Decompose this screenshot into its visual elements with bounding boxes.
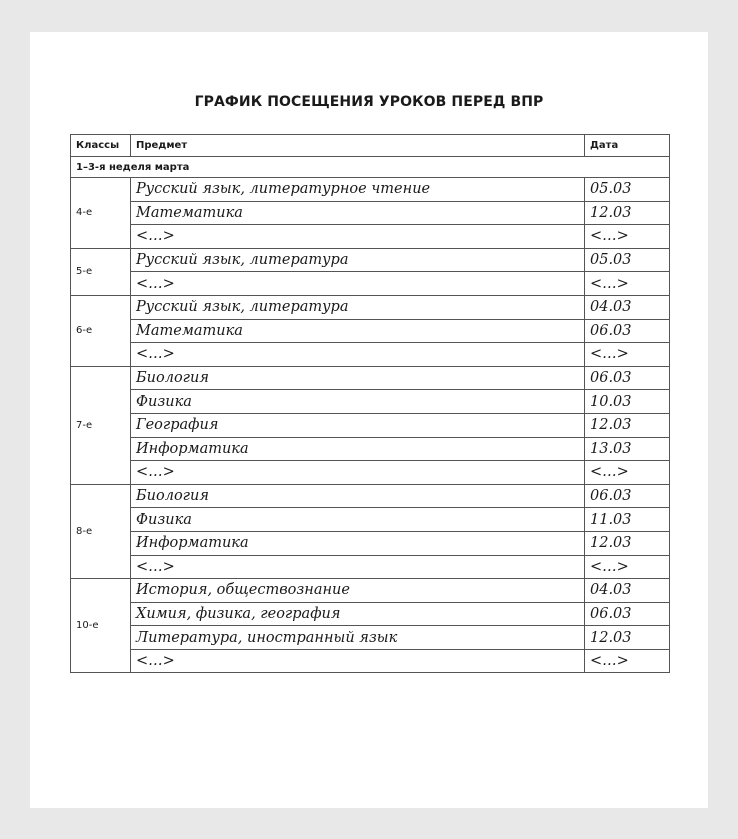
- schedule-body: [71, 157, 670, 673]
- subject-cell: География: [131, 413, 585, 437]
- class-cell: 4-е: [71, 178, 131, 249]
- date-cell: <…>: [585, 649, 670, 673]
- section-row: [71, 157, 670, 178]
- subject-cell: История, обществознание: [131, 579, 585, 603]
- date-cell: 06.03: [585, 602, 670, 626]
- date-cell: <…>: [585, 225, 670, 249]
- subject-cell: Физика: [131, 508, 585, 532]
- subject-cell: Русский язык, литература: [131, 248, 585, 272]
- table-row: [71, 531, 670, 555]
- date-cell: 12.03: [585, 626, 670, 650]
- table-row: [71, 437, 670, 461]
- subject-cell: <…>: [131, 343, 585, 367]
- date-cell: 05.03: [585, 178, 670, 202]
- column-header-subject: Предмет: [131, 135, 585, 157]
- table-row: [71, 295, 670, 319]
- table-row: [71, 461, 670, 485]
- table-row: [71, 343, 670, 367]
- date-cell: 04.03: [585, 579, 670, 603]
- table-row: [71, 319, 670, 343]
- class-cell: 10-е: [71, 579, 131, 673]
- class-cell: 8-е: [71, 484, 131, 578]
- class-cell: 5-е: [71, 248, 131, 295]
- date-cell: <…>: [585, 555, 670, 579]
- subject-cell: Математика: [131, 319, 585, 343]
- subject-cell: Информатика: [131, 437, 585, 461]
- table-row: [71, 579, 670, 603]
- subject-cell: <…>: [131, 555, 585, 579]
- table-row: [71, 649, 670, 673]
- table-row: [71, 555, 670, 579]
- subject-cell: Литература, иностранный язык: [131, 626, 585, 650]
- section-label: 1–3-я неделя марта: [71, 157, 670, 178]
- date-cell: 13.03: [585, 437, 670, 461]
- document-page: [30, 32, 708, 808]
- subject-cell: Физика: [131, 390, 585, 414]
- column-header-class: Классы: [71, 135, 131, 157]
- date-cell: 11.03: [585, 508, 670, 532]
- table-row: [71, 272, 670, 296]
- table-row: [71, 602, 670, 626]
- table-row: [71, 201, 670, 225]
- subject-cell: Биология: [131, 484, 585, 508]
- subject-cell: Информатика: [131, 531, 585, 555]
- table-row: [71, 225, 670, 249]
- date-cell: 06.03: [585, 319, 670, 343]
- date-cell: <…>: [585, 461, 670, 485]
- date-cell: 10.03: [585, 390, 670, 414]
- table-row: [71, 626, 670, 650]
- table-row: [71, 413, 670, 437]
- subject-cell: Биология: [131, 366, 585, 390]
- class-cell: 6-е: [71, 295, 131, 366]
- subject-cell: Русский язык, литература: [131, 295, 585, 319]
- date-cell: 06.03: [585, 366, 670, 390]
- table-row: [71, 178, 670, 202]
- schedule-table: [70, 134, 670, 673]
- subject-cell: <…>: [131, 649, 585, 673]
- date-cell: 12.03: [585, 531, 670, 555]
- subject-cell: <…>: [131, 461, 585, 485]
- table-header-row: [71, 135, 670, 157]
- table-row: [71, 508, 670, 532]
- subject-cell: <…>: [131, 272, 585, 296]
- date-cell: 05.03: [585, 248, 670, 272]
- date-cell: <…>: [585, 272, 670, 296]
- date-cell: 06.03: [585, 484, 670, 508]
- column-header-date: Дата: [585, 135, 670, 157]
- table-row: [71, 248, 670, 272]
- subject-cell: <…>: [131, 225, 585, 249]
- subject-cell: Химия, физика, география: [131, 602, 585, 626]
- date-cell: <…>: [585, 343, 670, 367]
- table-row: [71, 484, 670, 508]
- date-cell: 12.03: [585, 413, 670, 437]
- date-cell: 12.03: [585, 201, 670, 225]
- table-row: [71, 390, 670, 414]
- table-row: [71, 366, 670, 390]
- page-title: ГРАФИК ПОСЕЩЕНИЯ УРОКОВ ПЕРЕД ВПР: [194, 94, 544, 110]
- subject-cell: Математика: [131, 201, 585, 225]
- class-cell: 7-е: [71, 366, 131, 484]
- subject-cell: Русский язык, литературное чтение: [131, 178, 585, 202]
- date-cell: 04.03: [585, 295, 670, 319]
